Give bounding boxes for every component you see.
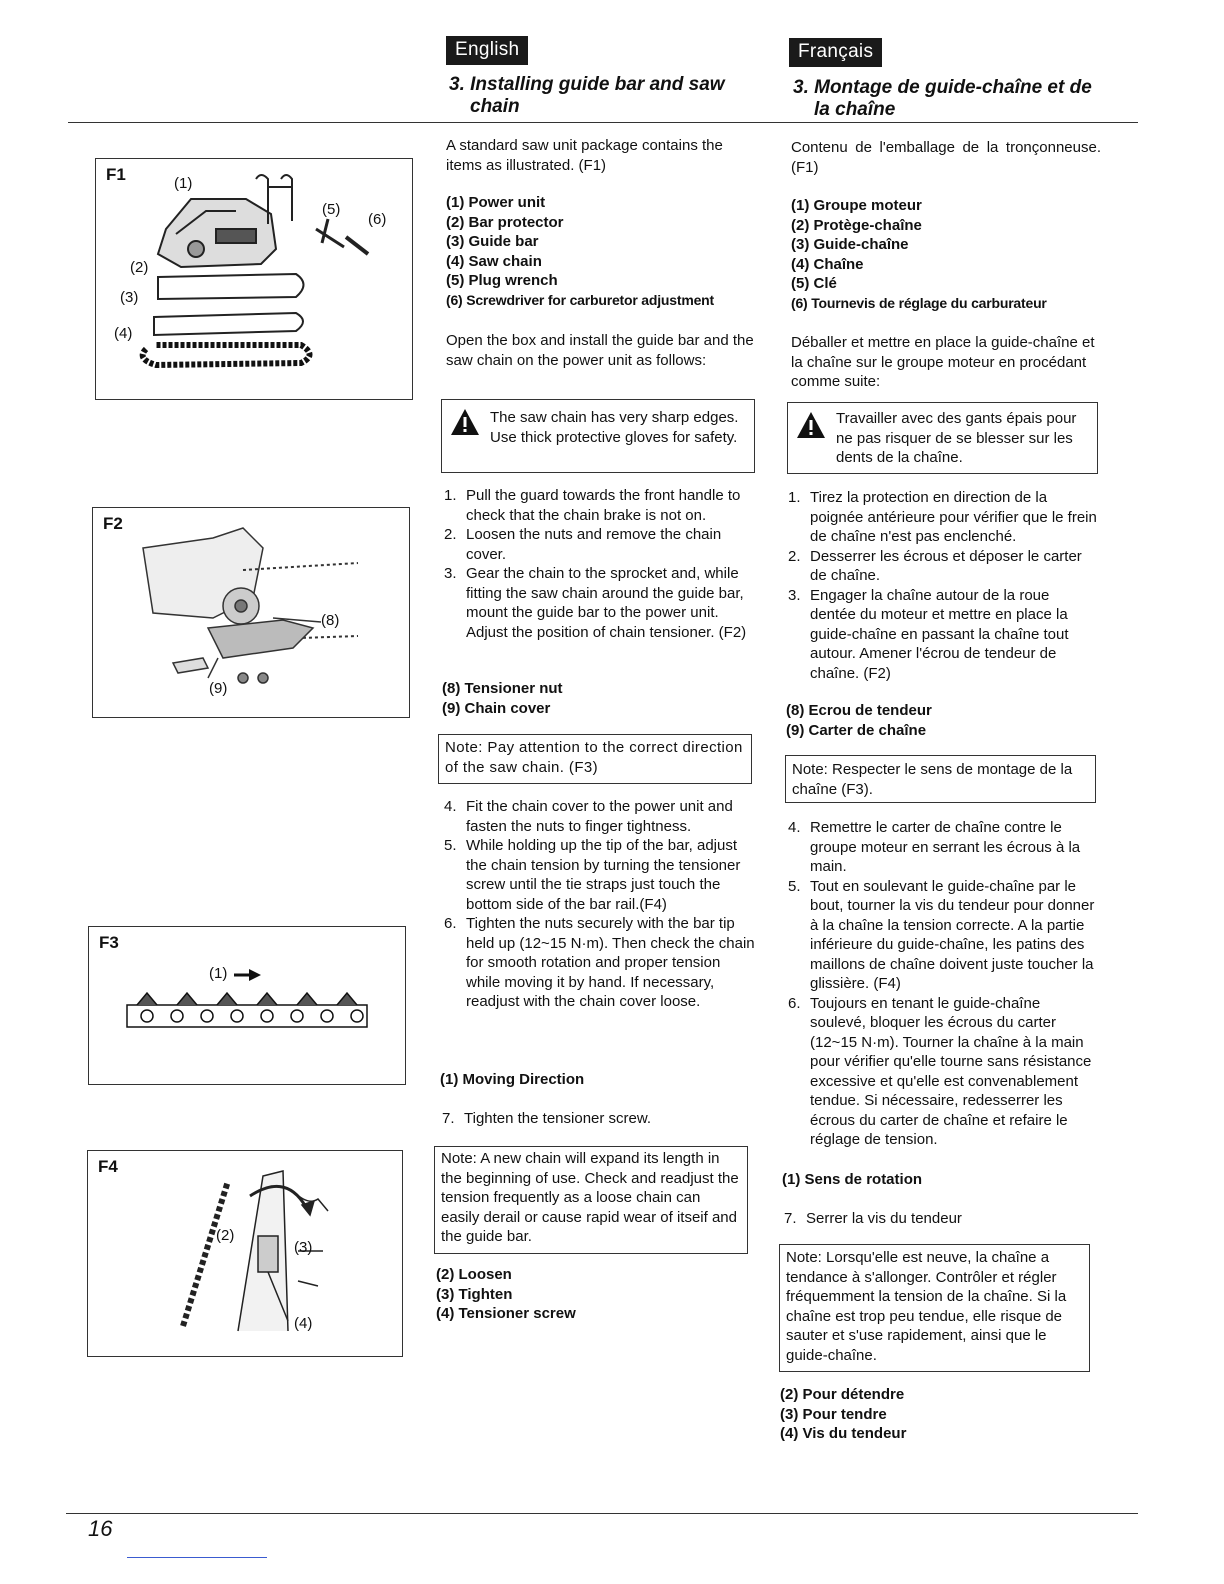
- header-divider: [68, 122, 1138, 123]
- french-step: 4. Remettre le carter de chaîne contre le groupe moteur en serrant les écrous à la main.: [788, 819, 1081, 875]
- chain-segment-drawing: [127, 993, 367, 1027]
- french-step: 7. Serrer la vis du tendeur: [784, 1210, 962, 1227]
- english-part: (2) Loosen: [436, 1266, 512, 1283]
- french-item: (2) Protège-chaîne: [791, 216, 922, 234]
- f1-callout-5: (5): [322, 201, 341, 218]
- french-steps-4-6: [784, 818, 1098, 1150]
- english-parts-f2: [442, 679, 563, 718]
- english-package-items: [446, 193, 758, 310]
- page-number: 16: [88, 1516, 113, 1541]
- f4-callout-4: (4): [294, 1315, 313, 1332]
- english-step: 6. Tighten the nuts securely with the bar tip held up (12~15 N·m). Then check the chain for smooth rotation and proper tension while moving it by hand. If necessary, readjust with the chain cover loose.: [444, 915, 755, 1010]
- french-item: (5) Clé: [791, 275, 837, 292]
- english-item: (6) Screwdriver for carburetor adjustment: [446, 291, 714, 308]
- f1-callout-3: (3): [120, 289, 139, 306]
- french-part: (4) Vis du tendeur: [780, 1425, 907, 1442]
- english-language-tag: English: [446, 36, 528, 65]
- english-part: (9) Chain cover: [442, 699, 551, 717]
- warning-icon: [450, 408, 480, 436]
- figure-f3-label: F3: [99, 933, 119, 952]
- french-item: (1) Groupe moteur: [791, 197, 922, 214]
- chain-tension-illustration: [88, 1151, 402, 1356]
- french-title-line-1: 3. Montage de guide-chaîne et de: [793, 77, 1092, 98]
- french-package-items: [791, 196, 1103, 313]
- french-part: (3) Pour tendre: [780, 1405, 887, 1423]
- english-open-instructions: Open the box and install the guide bar and the saw chain on the power unit as follows:: [446, 332, 754, 369]
- french-step: 6. Toujours en tenant le guide-chaîne soulevé, bloquer les écrous du carter (12~15 N·m). Tourner la chaîne à la main pour vérifier qu'elle tourne sans résistance excessive et qu'elle est convenablement tendue. Si nécessaire, redesserrer les écrous du carter de chaîne et refaire le réglage de tension.: [788, 994, 1092, 1148]
- f4-callout-3: (3): [294, 1239, 313, 1256]
- english-item: (1) Power unit: [446, 194, 546, 211]
- figure-f4-label: F4: [98, 1157, 118, 1176]
- french-intro: Contenu de l'emballage de la tronçonneuse. (F1): [791, 139, 1101, 176]
- french-item: (4) Chaîne: [791, 255, 864, 273]
- english-steps-1-3: [440, 486, 756, 642]
- french-note-direction: Note: Respecter le sens de montage de la chaîne (F3).: [785, 755, 1096, 803]
- figure-f4: [87, 1150, 403, 1357]
- english-step: 5. While holding up the tip of the bar, adjust the chain tension by turning the tensioner screw until the tie straps just touch the bottom side of the bar rail.(F4): [444, 837, 741, 913]
- warning-icon: [796, 411, 826, 439]
- guide-bar-drawing: [154, 313, 303, 335]
- french-title-line-2: la chaîne: [814, 99, 896, 120]
- english-step-7: [438, 1109, 754, 1129]
- french-item: (3) Guide-chaîne: [791, 236, 909, 253]
- english-part: (8) Tensioner nut: [442, 680, 563, 697]
- footer-link-line: [127, 1557, 267, 1558]
- french-note-new-chain: Note: Lorsqu'elle est neuve, la chaîne a tendance à s'allonger. Contrôler et régler fréquemment la tension de la chaîne. Si la chaîne est trop peu tendue, elle risque de sauter et s'use rapidement, ainsi que le guide-chaîne.: [779, 1244, 1090, 1372]
- english-step: 3. Gear the chain to the sprocket and, while fitting the saw chain around the guide bar, mount the guide bar to the power unit. Adjust the position of chain tensioner. (F2): [444, 565, 747, 641]
- english-item: (3) Guide bar: [446, 233, 539, 250]
- french-part: (9) Carter de chaîne: [786, 721, 927, 739]
- french-steps-1-3: [784, 488, 1098, 683]
- english-parts-f4: [436, 1265, 576, 1324]
- f2-callout-8: (8): [321, 612, 340, 629]
- english-title-line-2: chain: [470, 96, 520, 117]
- english-item: (5) Plug wrench: [446, 272, 558, 289]
- f1-callout-6: (6): [368, 211, 387, 228]
- french-step-7: [780, 1209, 1094, 1229]
- bar-protector-drawing: [158, 274, 304, 299]
- english-step: 1. Pull the guard towards the front handle to check that the chain brake is not on.: [444, 487, 741, 524]
- french-parts-f2: [786, 701, 932, 740]
- french-step: 1. Tirez la protection en direction de la poignée antérieure pour vérifier que le frein de chaîne n'est pas enclenché.: [788, 489, 1097, 545]
- english-section-title: [449, 74, 725, 118]
- french-warning-box: [787, 402, 1098, 474]
- french-section-title: [793, 77, 1092, 121]
- english-step: 4. Fit the chain cover to the power unit and fasten the nuts to finger tightness.: [444, 798, 733, 835]
- french-moving-direction: (1) Sens de rotation: [782, 1171, 923, 1188]
- french-open-instructions: Déballer et mettre en place la guide-chaîne et la chaîne sur le groupe moteur en procédant comme suite:: [791, 334, 1095, 390]
- english-note-direction: Note: Pay attention to the correct direction of the saw chain. (F3): [438, 734, 752, 784]
- footer-divider: [66, 1513, 1138, 1514]
- figure-f1-label: F1: [106, 165, 126, 184]
- figure-f1: [95, 158, 413, 400]
- english-part: (3) Tighten: [436, 1285, 513, 1303]
- chain-direction-illustration: [89, 927, 405, 1084]
- screwdriver-drawing: [346, 237, 368, 254]
- english-part: (4) Tensioner screw: [436, 1305, 576, 1322]
- english-steps-4-6: [440, 797, 756, 1012]
- french-language-tag: Français: [789, 38, 882, 67]
- french-part: (2) Pour détendre: [780, 1386, 905, 1403]
- f4-callout-2: (2): [216, 1227, 235, 1244]
- figure-f3: [88, 926, 406, 1085]
- english-item: (4) Saw chain: [446, 252, 542, 270]
- english-title-line-1: 3. Installing guide bar and saw: [449, 74, 725, 95]
- french-step: 3. Engager la chaîne autour de la roue dentée du moteur et mettre en place la guide-chaîne en passant la chaîne tout autour. Amener l'écrou de tendeur de chaîne. (F2): [788, 586, 1069, 682]
- english-warning-text: The saw chain has very sharp edges. Use thick protective gloves for safety.: [490, 409, 739, 446]
- plug-wrench-drawing: [316, 219, 344, 247]
- french-step: 5. Tout en soulevant le guide-chaîne par le bout, tourner la vis du tendeur pour donner à la chaîne la tension correcte. A la partie inférieure du guide-chaîne, les patins des maillons de chaîne doivent juste toucher la glissière. (F4): [788, 877, 1095, 992]
- f3-callout-1: (1): [209, 965, 228, 982]
- f1-callout-4: (4): [114, 325, 133, 342]
- english-moving-direction: (1) Moving Direction: [440, 1071, 585, 1088]
- english-step: 2. Loosen the nuts and remove the chain cover.: [444, 526, 722, 563]
- french-item: (6) Tournevis de réglage du carburateur: [791, 294, 1047, 311]
- figure-f2-label: F2: [103, 514, 123, 533]
- english-intro: A standard saw unit package contains the items as illustrated. (F1): [446, 137, 723, 174]
- french-step: 2. Desserrer les écrous et déposer le carter de chaîne.: [788, 547, 1082, 584]
- french-part: (8) Ecrou de tendeur: [786, 702, 932, 719]
- english-item: (2) Bar protector: [446, 213, 564, 231]
- chain-mounting-illustration: [93, 508, 409, 717]
- saw-chain-drawing: [143, 345, 310, 365]
- french-warning-text: Travailler avec des gants épais pour ne pas risquer de se blesser sur les dents de la chaîne.: [836, 410, 1077, 466]
- package-contents-illustration: [96, 159, 412, 399]
- english-step: 7. Tighten the tensioner screw.: [442, 1110, 652, 1127]
- french-parts-f4: [780, 1385, 906, 1444]
- direction-arrow-head: [249, 969, 261, 981]
- f1-callout-1: (1): [174, 175, 193, 192]
- english-note-new-chain: Note: A new chain will expand its length in the beginning of use. Check and readjust the tension frequently as a loose chain can easily derail or cause rapid wear of itseif and the guide bar.: [434, 1146, 748, 1254]
- f1-callout-2: (2): [130, 259, 149, 276]
- f2-callout-9: (9): [209, 680, 228, 697]
- english-warning-box: [441, 399, 755, 473]
- figure-f2: [92, 507, 410, 718]
